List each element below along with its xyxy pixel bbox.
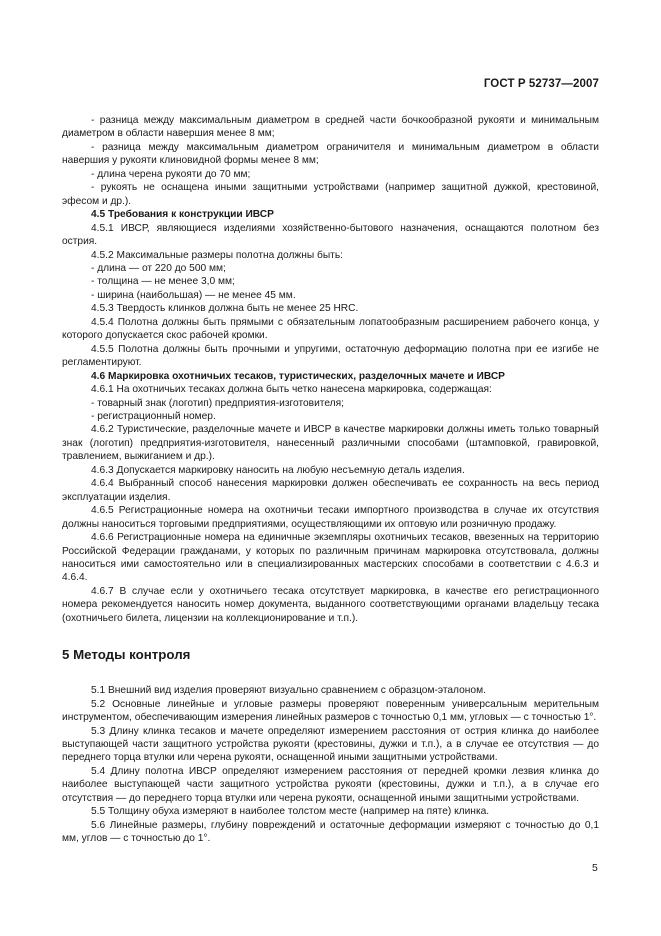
paragraph: 4.6.3 Допускается маркировку наносить на любую несъемную деталь изделия.	[91, 464, 465, 476]
paragraph: 5.3 Длину клинка тесаков и мачете определяют измерением расстояния от острия клинка до наиболее выступающей части защитного устройства рукояти (крестовины, дужки и т.п.), а в случае ее отсутствия — до переднего торца втулки или черена рукояти, оснащенной иными защитными устройствами.	[62, 725, 599, 764]
paragraph: - разница между максимальным диаметром в средней части бочкообразной рукояти и минимальным диаметром в области навершия менее 8 мм;	[62, 115, 599, 140]
paragraph: 4.5.5 Полотна должны быть прочными и упругими, остаточную деформацию полотна при ее изгибе не регламентируют.	[62, 343, 599, 369]
paragraph: 5.1 Внешний вид изделия проверяют визуально сравнением с образцом-эталоном.	[91, 685, 486, 697]
paragraph: - разница между максимальным диаметром ограничителя и минимальным диаметром в области навершия у рукояти клиновидной формы менее 8 мм;	[62, 141, 599, 167]
paragraph: 4.6.5 Регистрационные номера на охотничьи тесаки импортного производства в случае их отсутствия должны наноситься торговыми предприятиями, осуществляющими их оптовую или розничную продажу.	[62, 505, 599, 530]
document-header: ГОСТ Р 52737—2007	[483, 78, 599, 90]
paragraph: 4.6.6 Регистрационные номера на единичные экземпляры охотничьих тесаков, ввезенных на территорию Российской Федерации гражданами, у которых по различным причинам маркировка отсутствовала, должны наноситься ими самостоятельно или в специализированных мастерских способами в соответствии с 4.6.3 и 4.6.4.	[62, 532, 599, 584]
paragraph: 4.5.1 ИВСР, являющиеся изделиями хозяйственно-бытового назначения, оснащаются полотном без острия.	[62, 222, 599, 248]
paragraph: 5.2 Основные линейные и угловые размеры проверяют поверенным универсальным мерительным инструментом, обеспечивающим измерения линейных размеров с точностью 0,1 мм, угловых — с точностью 1°.	[62, 698, 599, 724]
paragraph: - ширина (наибольшая) — не менее 45 мм.	[91, 289, 296, 301]
paragraph: 4.6.1 На охотничьих тесаках должна быть четко нанесена маркировка, содержащая:	[91, 384, 492, 396]
paragraph: - длина черена рукояти до 70 мм;	[91, 168, 251, 180]
paragraph: 4.5.4 Полотна должны быть прямыми с обязательным лопатообразным расширением рабочего конца, у которого допускается скос рабочей кромки.	[62, 316, 599, 342]
section-title: 5 Методы контроля	[62, 647, 191, 663]
subsection-heading: 4.6 Маркировка охотничьих тесаков, туристических, разделочных мачете и ИВСР	[91, 370, 505, 382]
paragraph: 4.5.3 Твердость клинков должна быть не менее 25 HRC.	[91, 303, 359, 315]
subsection-heading: 4.5 Требования к конструкции ИВСР	[91, 209, 274, 221]
paragraph: 4.6.2 Туристические, разделочные мачете и ИВСР в качестве маркировки должны иметь только товарный знак (логотип) предприятия-изготовителя, нанесенный различными способами (штамповкой, гравировкой, травлением, выжиганием и др.).	[62, 424, 599, 463]
paragraph: 4.6.4 Выбранный способ нанесения маркировки должен обеспечивать ее сохранность на весь период эксплуатации изделия.	[62, 478, 599, 503]
paragraph: 5.5 Толщину обуха измеряют в наиболее толстом месте (например на пяте) клинка.	[91, 806, 490, 818]
document-body	[62, 114, 599, 846]
paragraph: - рукоять не оснащена иными защитными устройствами (например защитной дужкой, крестовиной, эфесом и др.).	[62, 182, 599, 207]
paragraph: 4.6.7 В случае если у охотничьего тесака отсутствует маркировка, в качестве его регистрационного номера рекомендуется наносить номер документа, выданного соответствующими органами владельцу тесака (охотничьего билета, лицензии на коллекционирование и т.п.).	[62, 585, 599, 624]
paragraph: 4.5.2 Максимальные размеры полотна должны быть:	[91, 249, 343, 261]
section-5-content	[62, 684, 599, 845]
paragraph: 5.4 Длину полотна ИВСР определяют измерением расстояния от передней кромки лезвия клинка до наиболее выступающей части защитного устройства рукояти (крестовины, дужки и т.п.), а в случае его отсутствия — до переднего торца втулки или черена рукояти, оснащенной иными защитными устройствами.	[62, 765, 599, 804]
section-4-content	[62, 114, 599, 625]
paragraph: - толщина — не менее 3,0 мм;	[91, 276, 235, 288]
paragraph: - длина — от 220 до 500 мм;	[91, 262, 226, 274]
page-number: 5	[592, 862, 598, 874]
paragraph: 5.6 Линейные размеры, глубину повреждений и остаточные деформации измеряют с точностью до 0,1 мм, углов — с точностью до 1°.	[62, 819, 599, 845]
paragraph: - регистрационный номер.	[91, 410, 216, 422]
paragraph: - товарный знак (логотип) предприятия-изготовителя;	[91, 397, 344, 409]
